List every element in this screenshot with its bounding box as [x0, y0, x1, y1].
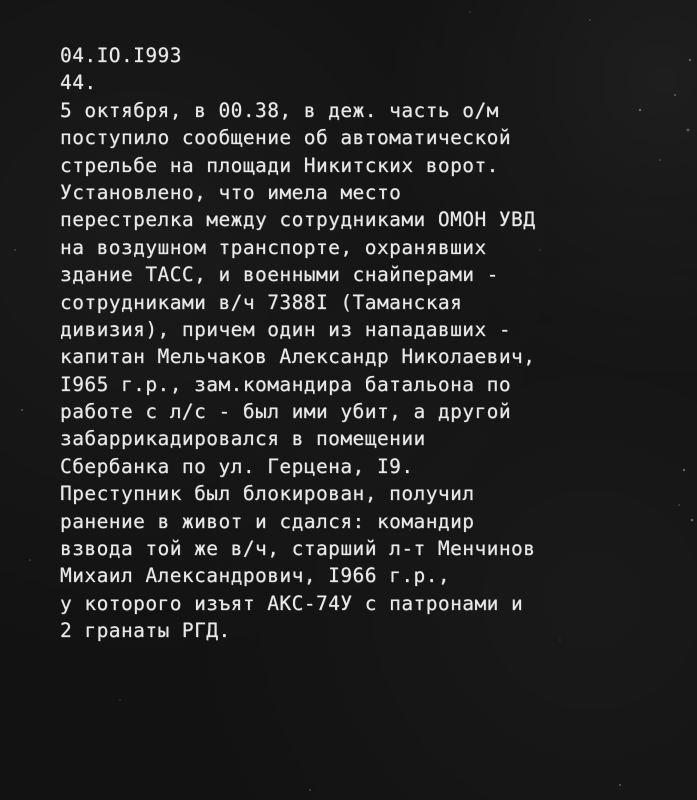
text-line: Михаил Александрович, I966 г.р.,: [60, 564, 451, 588]
text-line: работе с л/с - был ими убит, а другой: [60, 400, 512, 424]
text-line: сотрудниками в/ч 7388I (Таманская: [60, 290, 463, 314]
text-line: капитан Мельчаков Александр Николаевич,: [60, 345, 536, 369]
text-line: стрельбе на площади Никитских ворот.: [60, 153, 499, 177]
text-line: здание ТАСС, и военными снайперами -: [60, 263, 499, 287]
text-line: 2 гранаты РГД.: [60, 619, 231, 643]
text-line: забаррикадировался в помещении: [60, 427, 426, 451]
text-line: ранение в живот и сдался: командир: [60, 509, 475, 533]
text-line: поступило сообщение об автоматической: [60, 126, 512, 150]
text-line: взвода той же в/ч, старший л-т Менчинов: [60, 537, 536, 561]
text-line: у которого изъят АКС-74У с патронами и: [60, 591, 524, 615]
text-line: Преступник был блокирован, получил: [60, 482, 475, 506]
entry-number: 44.: [60, 71, 97, 95]
text-line: перестрелка между сотрудниками ОМОН УВД: [60, 208, 536, 232]
document-text: [60, 42, 690, 645]
text-line: Сбербанка по ул. Герцена, I9.: [60, 454, 414, 478]
text-line: дивизия), причем один из нападавших -: [60, 317, 512, 341]
text-line: 5 октября, в 00.38, в деж. часть о/м: [60, 98, 499, 122]
date-line: 04.IO.I993: [60, 44, 182, 67]
text-line: Установлено, что имела место: [60, 180, 402, 204]
text-line: на воздушном транспорте, охранявших: [60, 235, 487, 259]
text-line: I965 г.р., зам.командира батальона по: [60, 372, 512, 396]
